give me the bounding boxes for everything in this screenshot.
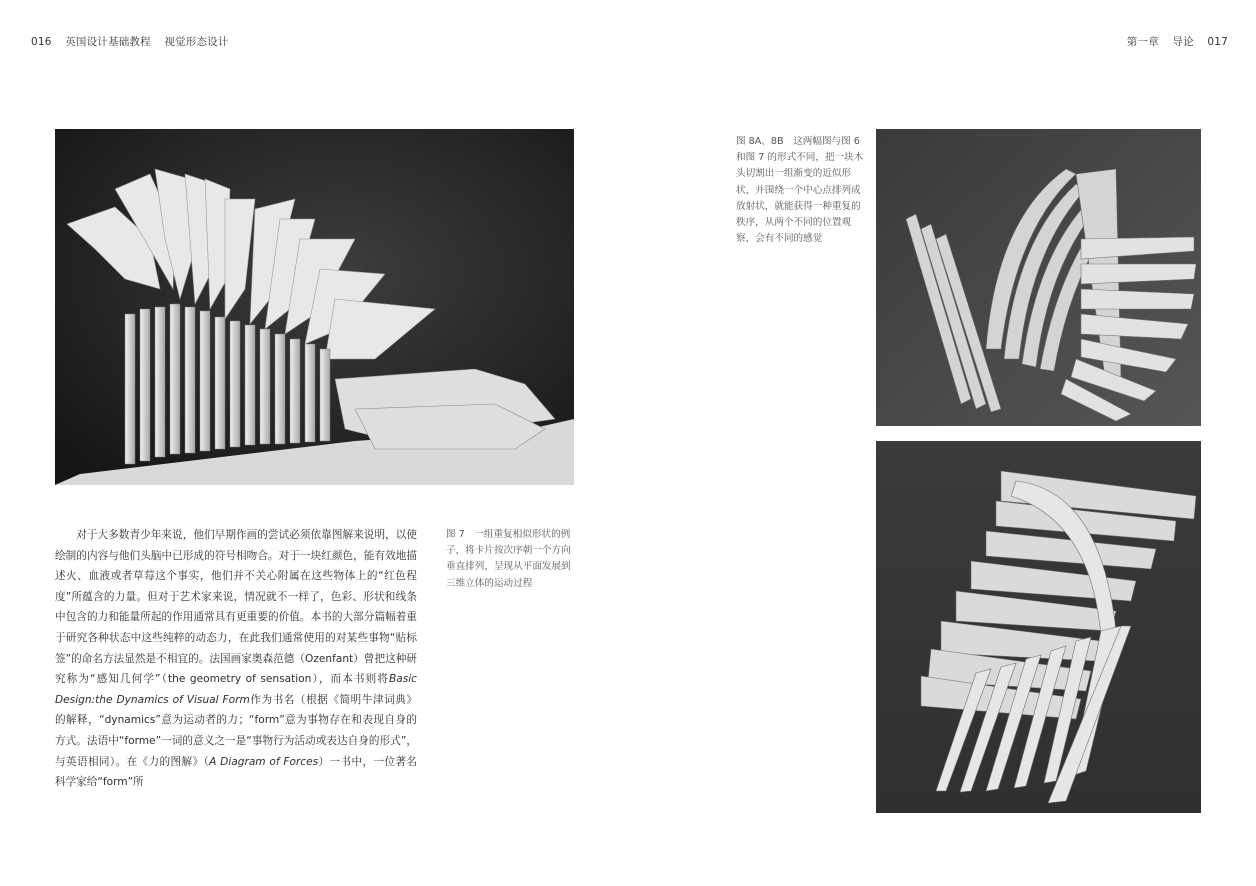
left-page-number: 016	[31, 36, 52, 48]
chapter-label: 第一章	[1126, 36, 1159, 48]
figure-7-caption: 图 7 一组重复相似形状的例子，将卡片按次序朝一个方向垂直排列，呈现从平面发展到三维立体的运动过程	[446, 529, 571, 589]
left-running-header	[31, 34, 229, 49]
body-text-part-1: 对于大多数青少年来说，他们早期作画的尝试必须依靠图解来说明，以使绘制的内容与他们头脑中已形成的符号相吻合。对于一块红颜色，能有效地描述火、血液或者草莓这个事实，他们并不关心附属在这些物体上的“红色程度”所蕴含的力量。但对于艺术家来说，情况就不一样了，色彩、形状和线条中包含的力和能量所起的作用通常具有更重要的价值。本书的大部分篇幅着重于研究各种状态中这些纯粹的动态力，在此我们通常使用的对某些事物“贴标签”的命名方法显然是不相宜的。法国画家奥森范德（Ozenfant）曾把这种研究称为“感知几何学”（the geometry of sensation），而本书则将	[55, 529, 417, 686]
figure-8-caption: 图 8A、8B 这两幅图与图 6 和图 7 的形式不同，把一块木头切割出一组渐变的近似形状，并围绕一个中心点排列成放射状，就能获得一种重复的秩序，从两个不同的位置观察，会有不同的感觉	[736, 136, 864, 245]
book-title-italic: Basic Design:the Dynamics of Visual Form	[55, 673, 417, 706]
section-title: 视觉形态设计	[164, 36, 229, 48]
body-text-part-3: ）一书中，一位著名科学家给“form”所	[55, 755, 417, 789]
chapter-title: 导论	[1172, 36, 1194, 48]
body-text-part-2: 作为书名（根据《简明牛津词典》的解释，“dynamics”意为运动者的力；“form”意为事物存在和表现自身的方式。法语中“forme”一词的意义之一是“事物行为活动或表达自身的形式”，与英语相同）。在《力的图解》（	[55, 693, 418, 768]
right-page-number: 017	[1207, 36, 1228, 48]
referenced-book-italic: A Diagram of Forces	[209, 755, 319, 768]
figure-8b-photo	[876, 441, 1201, 813]
book-title: 英国设计基础教程	[65, 36, 151, 48]
body-text	[55, 525, 417, 793]
right-running-header	[1127, 34, 1228, 49]
figure-8a-photo	[876, 129, 1201, 426]
figure-7-photo	[55, 129, 574, 485]
body-paragraph	[55, 525, 417, 793]
